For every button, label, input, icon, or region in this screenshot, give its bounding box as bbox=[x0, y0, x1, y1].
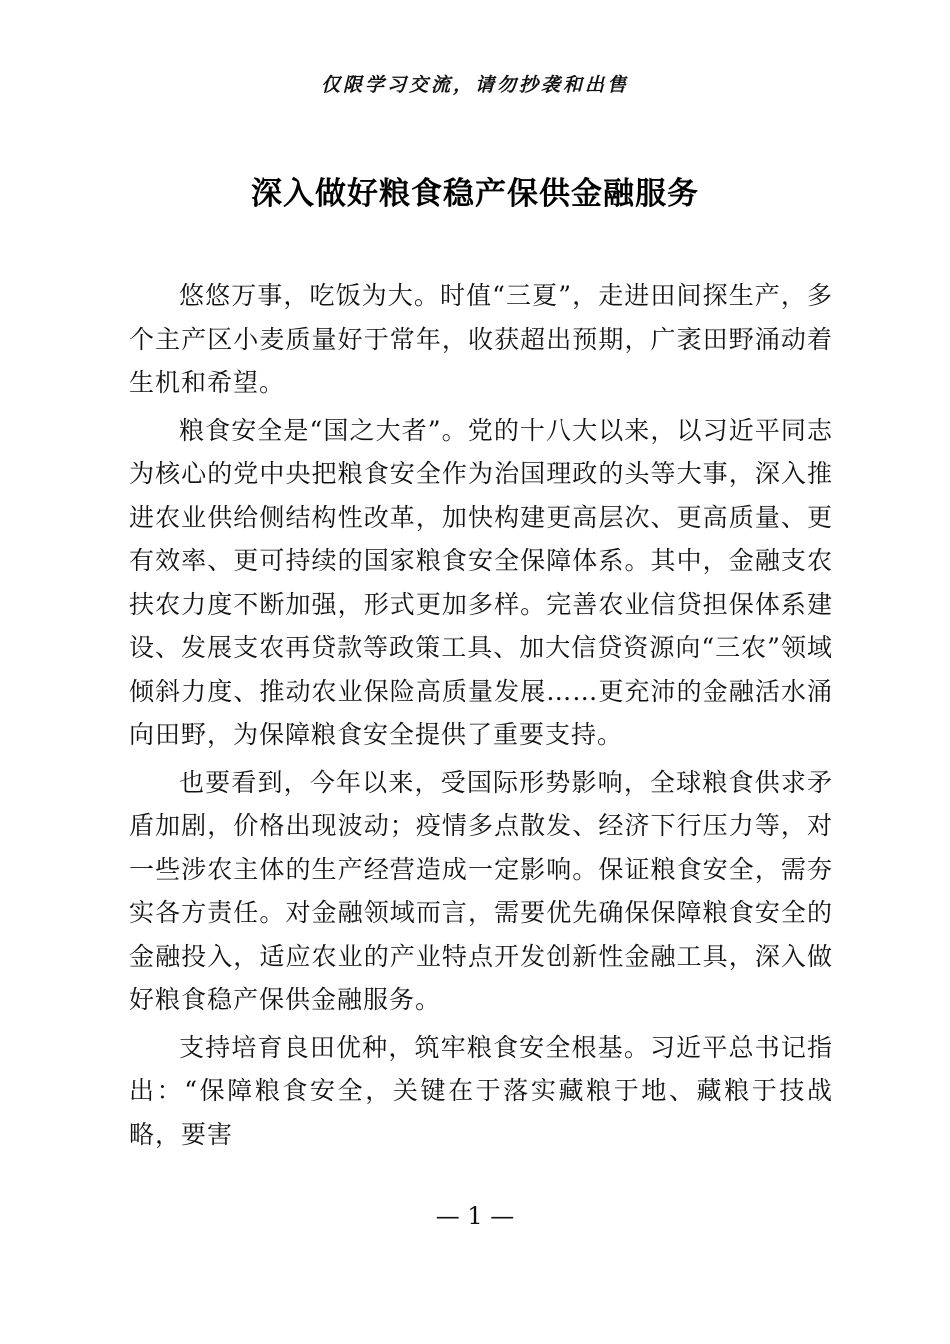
page-number: — 1 — bbox=[435, 1202, 515, 1230]
paragraph-3: 也要看到，今年以来，受国际形势影响，全球粮食供求矛盾加剧，价格出现波动；疫情多点散发、经济下行压力等，对一些涉农主体的生产经营造成一定影响。保证粮食安全，需夯实各方责任。对金融领域而言，需要优先确保保障粮食安全的金融投入，适应农业的产业特点开发创新性金融工具，深入做好粮食稳产保供金融服务。 bbox=[129, 767, 833, 1014]
paragraph-1: 悠悠万事，吃饭为大。时值“三夏”，走进田间探生产，多个主产区小麦质量好于常年，收获超出预期，广袤田野涌动着生机和希望。 bbox=[129, 281, 833, 397]
article-title: 深入做好粮食稳产保供金融服务 bbox=[251, 176, 699, 212]
paragraph-4: 支持培育良田优种，筑牢粮食安全根基。习近平总书记指出：“保障粮食安全，关键在于落实藏粮于地、藏粮于技战略，要害 bbox=[129, 1032, 833, 1149]
article-body bbox=[129, 274, 833, 1156]
paragraph-2: 粮食安全是“国之大者”。党的十八大以来，以习近平同志为核心的党中央把粮食安全作为治国理政的头等大事，深入推进农业供给侧结构性改革，加快构建更高层次、更高质量、更有效率、更可持续的国家粮食安全保障体系。其中，金融支农扶农力度不断加强，形式更加多样。完善农业信贷担保体系建设、发展支农再贷款等政策工具、加大信贷资源向“三农”领域倾斜力度、推动农业保险高质量发展……更充沛的金融活水涌向田野，为保障粮食安全提供了重要支持。 bbox=[129, 415, 833, 749]
header-note: 仅限学习交流，请勿抄袭和出售 bbox=[320, 74, 629, 96]
